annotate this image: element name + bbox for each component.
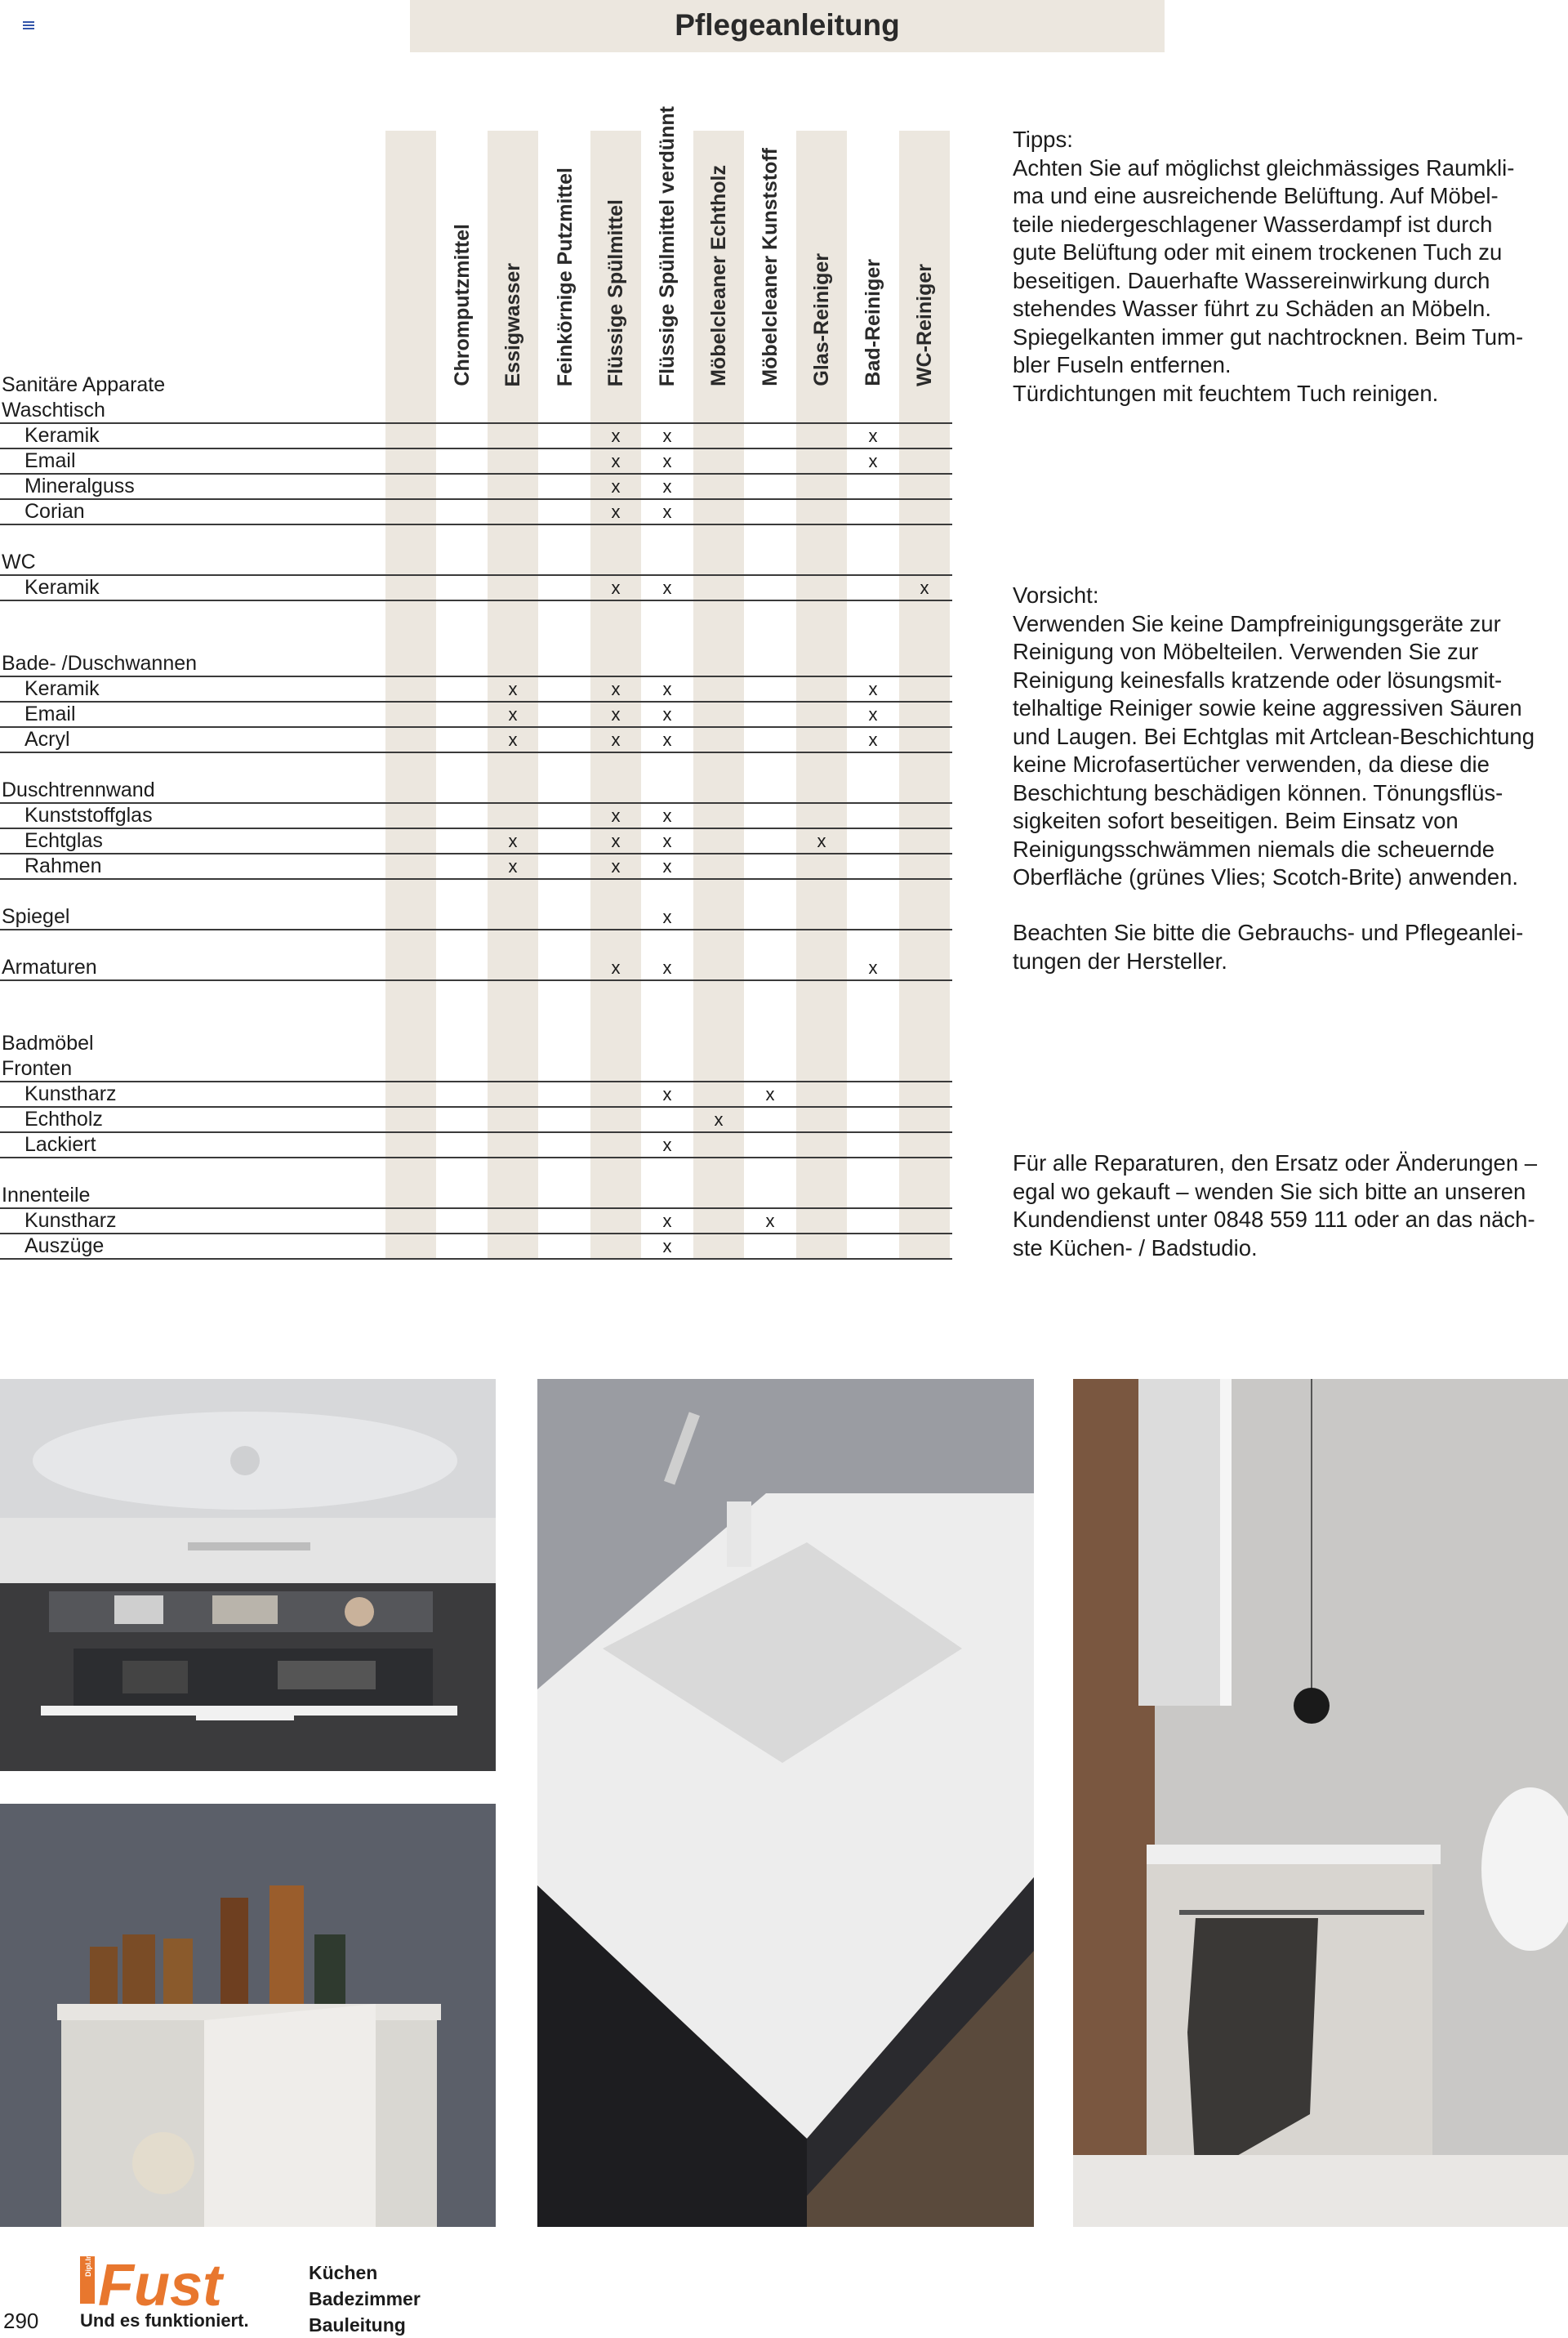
column-header-label: Glas-Reiniger: [810, 253, 833, 386]
drawer-photo: [0, 1379, 496, 1771]
column-header: [899, 131, 950, 388]
service-note: [1013, 1149, 1560, 1262]
table-mark: x: [611, 426, 621, 446]
table-mark: x: [662, 1135, 672, 1155]
column-header-label: Feinkörnige Putzmittel: [554, 167, 577, 386]
page-title: Pflegeanleitung: [675, 8, 900, 42]
table-mark: x: [611, 856, 621, 877]
table-mark: x: [765, 1084, 775, 1104]
table-mark: x: [508, 831, 518, 851]
service-kuechen: Küchen: [309, 2262, 378, 2283]
row-label: Keramik: [24, 677, 100, 700]
service-line: Kundendienst unter 0848 559 111 oder an das näch-: [1013, 1207, 1535, 1232]
column-header: [488, 131, 538, 388]
row-divider: [0, 600, 952, 601]
logo-badge: Dipl.Ing.: [84, 2255, 92, 2277]
service-badezimmer: Badezimmer: [309, 2288, 421, 2309]
column-header-label: WC-Reiniger: [913, 264, 936, 386]
table-mark: x: [765, 1211, 775, 1231]
table-mark: x: [662, 451, 672, 471]
table-mark: x: [611, 679, 621, 699]
row-group-label: Spiegel: [2, 905, 70, 928]
table-mark: x: [662, 578, 672, 598]
row-divider: [0, 752, 952, 753]
row-label: Keramik: [24, 576, 100, 599]
table-mark: x: [662, 1236, 672, 1256]
column-header: [437, 131, 488, 388]
care-table: [0, 0, 956, 1258]
column-header: [693, 131, 744, 388]
table-mark: x: [817, 831, 826, 851]
row-divider: [0, 422, 952, 424]
row-label: Acryl: [24, 728, 70, 751]
table-mark: x: [868, 957, 878, 978]
caution-line: Verwenden Sie keine Dampfreinigungsgeräte zur: [1013, 610, 1501, 636]
table-mark: x: [508, 856, 518, 877]
column-header: [590, 131, 641, 388]
tips-line: stehendes Wasser führt zu Schäden an Möbeln.: [1013, 296, 1491, 321]
table-mark: x: [611, 730, 621, 750]
table-mark: x: [662, 704, 672, 725]
manufacturer-note: [1013, 919, 1560, 975]
table-mark: x: [611, 704, 621, 725]
row-divider: [0, 979, 952, 981]
table-mark: x: [611, 805, 621, 826]
row-label: Email: [24, 703, 76, 725]
table-mark: x: [508, 730, 518, 750]
table-mark: x: [714, 1109, 724, 1130]
column-header-label: Möbelcleaner Echtholz: [707, 165, 730, 386]
tips-note: [1013, 126, 1560, 408]
tips-line: ma und eine ausreichende Belüftung. Auf Möbel-: [1013, 183, 1499, 208]
table-mark: x: [611, 957, 621, 978]
caution-line: Reinigung von Möbelteilen. Verwenden Sie zur: [1013, 639, 1479, 664]
row-label: Corian: [24, 500, 85, 523]
row-group-label: Bade- /Duschwannen: [2, 652, 198, 675]
table-mark: x: [662, 805, 672, 826]
tips-line: bler Fuseln entfernen.: [1013, 352, 1232, 377]
row-group-label: Waschtisch: [2, 399, 105, 422]
row-label: Lackiert: [24, 1133, 96, 1156]
table-mark: x: [662, 856, 672, 877]
service-line: Für alle Reparaturen, den Ersatz oder Änderungen –: [1013, 1150, 1538, 1176]
table-mark: x: [920, 578, 929, 598]
table-mark: x: [868, 679, 878, 699]
row-divider: [0, 1131, 952, 1133]
caution-line: Reinigungsschwämmen niemals die scheuernde: [1013, 836, 1495, 862]
column-header: [848, 131, 898, 388]
caution-line: sigkeiten sofort beseitigen. Beim Einsatz von: [1013, 808, 1459, 833]
table-mark: x: [611, 451, 621, 471]
row-divider: [0, 1207, 952, 1209]
logo-wordmark: Fust: [98, 2255, 222, 2318]
table-mark: x: [662, 831, 672, 851]
table-mark: x: [662, 1084, 672, 1104]
caution-line: Beschichtung beschädigen können. Tönungsflüs-: [1013, 779, 1503, 805]
row-divider: [0, 878, 952, 880]
row-divider: [0, 1258, 952, 1260]
table-mark: x: [662, 1211, 672, 1231]
row-divider: [0, 676, 952, 677]
column-header: [642, 105, 693, 388]
table-mark: x: [868, 730, 878, 750]
column-header-label: Essigwasser: [501, 262, 524, 386]
table-mark: x: [662, 502, 672, 522]
row-label: Kunststoffglas: [24, 804, 153, 827]
row-label: Rahmen: [24, 854, 102, 877]
column-header: [796, 131, 847, 388]
row-divider: [0, 448, 952, 449]
table-mark: x: [611, 578, 621, 598]
tips-line: teile niedergeschlagener Wasserdampf ist durch: [1013, 211, 1493, 237]
row-divider: [0, 498, 952, 500]
table-mark: x: [662, 476, 672, 497]
table-mark: x: [662, 426, 672, 446]
row-label: Mineralguss: [24, 475, 135, 497]
service-line: egal wo gekauft – wenden Sie sich bitte an unseren: [1013, 1178, 1526, 1204]
table-mark: x: [662, 957, 672, 978]
tips-line: Türdichtungen mit feuchtem Tuch reinigen.: [1013, 380, 1439, 406]
tips-line: Spiegelkanten immer gut nachtrocknen. Beim Tum-: [1013, 323, 1524, 350]
table-mark: x: [868, 704, 878, 725]
footer-services: [309, 2260, 421, 2338]
table-mark: x: [662, 730, 672, 750]
table-mark: x: [508, 679, 518, 699]
cabinet-photo: [0, 1804, 496, 2227]
manufacturer-line: tungen der Hersteller.: [1013, 948, 1227, 974]
table-mark: x: [611, 476, 621, 497]
row-label: Kunstharz: [24, 1209, 117, 1232]
table-mark: x: [662, 679, 672, 699]
table-mark: x: [611, 502, 621, 522]
row-label: Echtglas: [24, 829, 103, 852]
row-divider: [0, 929, 952, 930]
column-header-label: Flüssige Spülmittel: [604, 199, 627, 386]
row-group-label: Armaturen: [2, 956, 97, 979]
caution-line: Reinigung keinesfalls kratzende oder lösungsmit-: [1013, 667, 1503, 693]
service-bauleitung: Bauleitung: [309, 2314, 406, 2336]
row-divider: [0, 1081, 952, 1082]
row-group-label: Innenteile: [2, 1184, 91, 1207]
row-divider: [0, 524, 952, 525]
tips-line: Tipps:: [1013, 127, 1073, 152]
row-divider: [0, 473, 952, 475]
manufacturer-line: Beachten Sie bitte die Gebrauchs- und Pflegeanlei-: [1013, 920, 1524, 945]
tips-line: Achten Sie auf möglichst gleichmässiges Raumkli-: [1013, 154, 1515, 181]
page-number: 290: [3, 2309, 39, 2333]
fust-logo[interactable]: [78, 2255, 291, 2330]
table-mark: x: [868, 426, 878, 446]
column-header-label: Chromputzmittel: [451, 224, 474, 386]
logo-slogan: Und es funktioniert.: [80, 2310, 249, 2330]
row-label: Email: [24, 449, 76, 472]
row-divider: [0, 726, 952, 728]
row-label: Kunstharz: [24, 1082, 117, 1105]
column-header: [745, 131, 795, 388]
table-mark: x: [662, 907, 672, 927]
caution-line: Vorsicht:: [1013, 582, 1099, 608]
row-divider: [0, 701, 952, 703]
caution-line: telhaltige Reiniger sowie keine aggressiven Säuren: [1013, 695, 1522, 721]
column-header-label: Flüssige Spülmittel verdünnt: [656, 105, 679, 386]
column-header-label: Möbelcleaner Kunststoff: [759, 148, 782, 386]
bathroom-photo: [1073, 1379, 1568, 2227]
caution-line: Oberfläche (grünes Vlies; Scotch-Brite) anwenden.: [1013, 864, 1519, 890]
row-divider: [0, 1157, 952, 1158]
row-group-label: Fronten: [2, 1057, 73, 1080]
table-mark: x: [868, 451, 878, 471]
row-divider: [0, 574, 952, 576]
tips-line: beseitigen. Dauerhafte Wassereinwirkung durch: [1013, 267, 1490, 293]
row-label: Keramik: [24, 424, 100, 447]
table-mark: x: [611, 831, 621, 851]
row-group-label: Badmöbel: [2, 1032, 94, 1055]
tips-line: gute Belüftung oder mit einem trockenen Tuch zu: [1013, 239, 1503, 265]
column-header: [540, 131, 590, 388]
row-divider: [0, 1233, 952, 1234]
column-stripe: [385, 131, 436, 1258]
row-group-label: Sanitäre Apparate: [2, 373, 166, 396]
row-group-label: WC: [2, 551, 36, 573]
column-header-label: Bad-Reiniger: [862, 259, 884, 386]
caution-line: und Laugen. Bei Echtglas mit Artclean-Beschichtung: [1013, 723, 1535, 749]
caution-line: keine Microfasertücher verwenden, da diese die: [1013, 752, 1490, 777]
row-group-label: Duschtrennwand: [2, 779, 155, 801]
table-mark: x: [508, 704, 518, 725]
caution-note: [1013, 582, 1560, 892]
row-label: Echtholz: [24, 1108, 103, 1131]
row-label: Auszüge: [24, 1234, 105, 1257]
row-divider: [0, 1106, 952, 1108]
washbasin-photo: [537, 1379, 1034, 2227]
service-line: ste Küchen- / Badstudio.: [1013, 1234, 1258, 1260]
